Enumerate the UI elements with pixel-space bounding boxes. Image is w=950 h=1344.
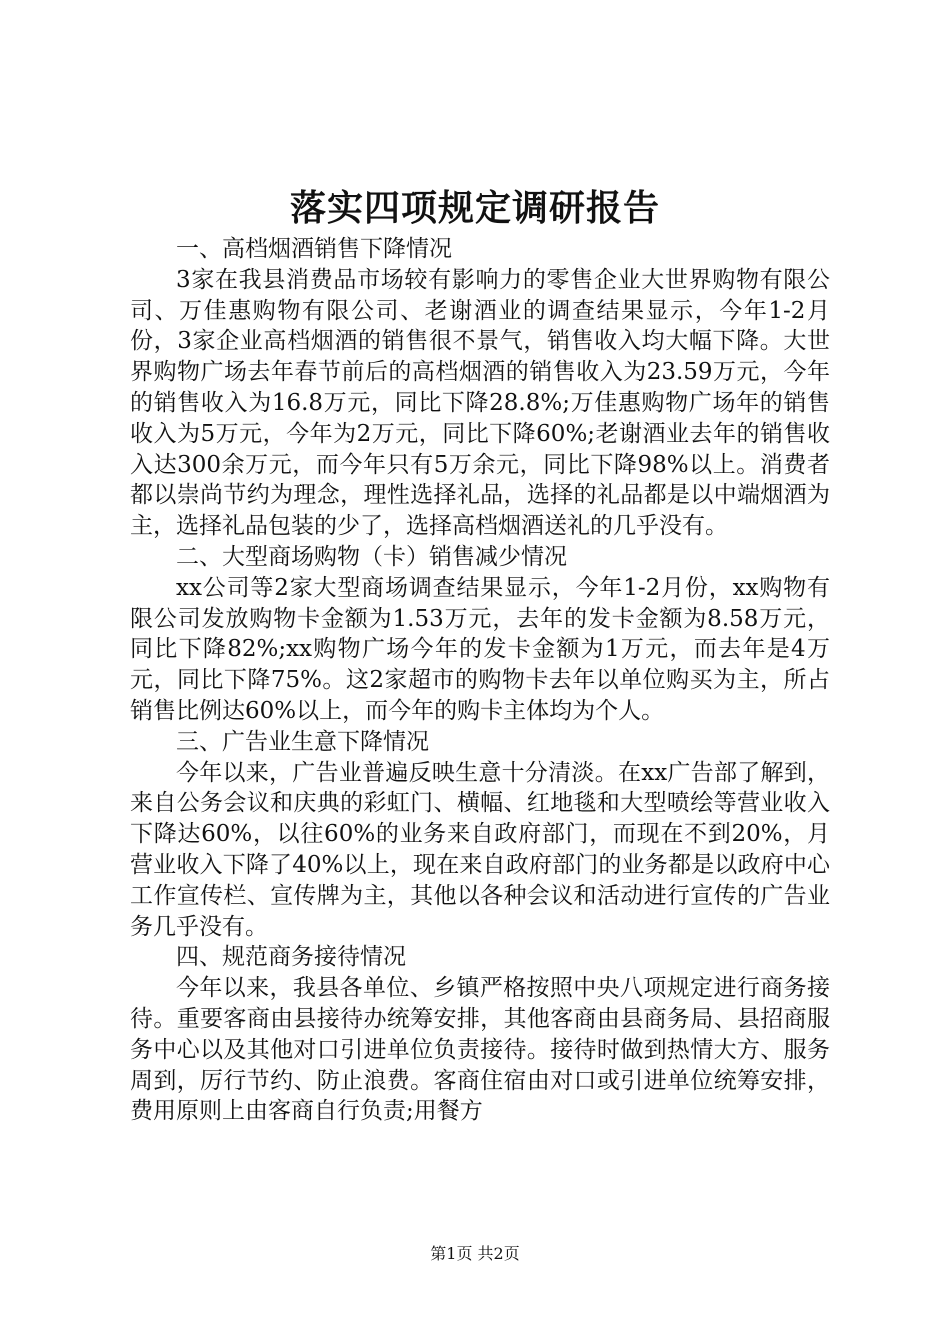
section-paragraph: 3家在我县消费品市场较有影响力的零售企业大世界购物有限公司、万佳惠购物有限公司、老谢酒业的调查结果显示，今年1-2月份，3家企业高档烟酒的销售很不景气，销售收入均大幅下降。大世界购物广场去年春节前后的高档烟酒的销售收入为23.59万元，今年的销售收入为16.8万元，同比下降28.8%;万佳惠购物广场年的销售收入为5万元，今年为2万元，同比下降60%;老谢酒业去年的销售收入达300余万元，而今年只有5万余元，同比下降98%以上。消费者都以崇尚节约为理念，理性选择礼品，选择的礼品都是以中端烟酒为主，选择礼品包装的少了，选择高档烟酒送礼的几乎没有。 <box>130 266 830 540</box>
section-paragraph: xx公司等2家大型商场调查结果显示，今年1-2月份，xx购物有限公司发放购物卡金额为1.53万元，去年的发卡金额为8.58万元，同比下降82%;xx购物广场今年的发卡金额为1万元，而去年是4万元，同比下降75%。这2家超市的购物卡去年以单位购买为主，所占销售比例达60%以上，而今年的购卡主体均为个人。 <box>130 574 830 724</box>
document-title: 落实四项规定调研报告 <box>289 187 660 229</box>
page-footer: 第1页 共2页 <box>430 1244 520 1263</box>
section-heading: 二、大型商场购物（卡）销售减少情况 <box>176 543 567 570</box>
section-heading: 三、广告业生意下降情况 <box>176 728 429 755</box>
document-body <box>130 234 830 1127</box>
section-paragraph: 今年以来，我县各单位、乡镇严格按照中央八项规定进行商务接待。重要客商由县接待办统筹安排，其他客商由县商务局、县招商服务中心以及其他对口引进单位负责接待。接待时做到热情大方、服务周到，厉行节约、防止浪费。客商住宿由对口或引进单位统筹安排，费用原则上由客商自行负责;用餐方 <box>130 975 830 1125</box>
section-paragraph: 今年以来，广告业普遍反映生意十分清淡。在xx广告部了解到，来自公务会议和庆典的彩虹门、横幅、红地毯和大型喷绘等营业收入下降达60%，以往60%的业务来自政府部门，而现在不到20%，月营业收入下降了40%以上，现在来自政府部门的业务都是以政府中心工作宣传栏、宣传牌为主，其他以各种会议和活动进行宣传的广告业务几乎没有。 <box>130 759 830 940</box>
section-heading: 一、高档烟酒销售下降情况 <box>176 236 452 262</box>
section-heading: 四、规范商务接待情况 <box>176 944 406 971</box>
